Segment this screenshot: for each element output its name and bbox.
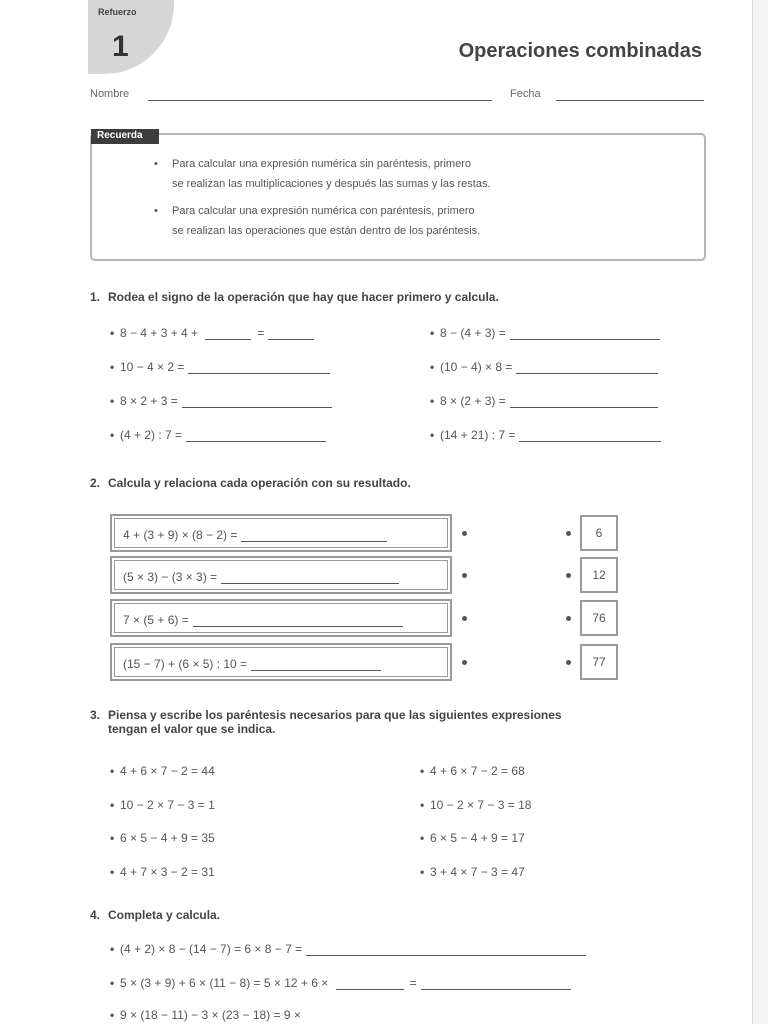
page-edge — [752, 0, 768, 1024]
operation-box — [110, 514, 452, 552]
date-label: Fecha — [510, 88, 541, 100]
operation-text: 7 × (5 + 6) = — [123, 613, 189, 627]
operation-text: 10 − 4 × 2 = — [120, 360, 185, 374]
expression-item[interactable] — [110, 798, 215, 818]
operation-item — [110, 976, 571, 996]
exercise-number: 4. — [90, 908, 101, 922]
expression-text: 4 + 6 × 7 − 2 = 44 — [120, 764, 215, 778]
recuerda-tag: Recuerda — [91, 129, 159, 144]
rule-line: se realizan las multiplicaciones y después las sumas y las restas. — [172, 178, 491, 190]
result-box: 12 — [580, 557, 618, 593]
result-box: 76 — [580, 600, 618, 636]
match-point[interactable] — [462, 531, 467, 536]
operation-text: 8 × 2 + 3 = — [120, 394, 178, 408]
recuerda-box — [90, 133, 706, 261]
operation-text: 8 × (2 + 3) = — [440, 394, 506, 408]
bullet-icon: • — [110, 360, 115, 374]
match-point[interactable] — [566, 531, 571, 536]
operation-item — [110, 326, 314, 346]
expression-text: 3 + 4 × 7 − 3 = 47 — [430, 865, 525, 879]
result-box: 77 — [580, 644, 618, 680]
equals-sign: = — [257, 326, 265, 340]
bullet-icon: • — [110, 798, 115, 812]
bullet-icon: • — [420, 764, 425, 778]
expression-item[interactable] — [420, 798, 531, 818]
answer-blank[interactable] — [241, 530, 387, 542]
answer-blank[interactable] — [251, 659, 381, 671]
bullet-icon: • — [110, 831, 115, 845]
expression-text: 6 × 5 − 4 + 9 = 17 — [430, 831, 525, 845]
operation-text: (4 + 2) × 8 − (14 − 7) = 6 × 8 − 7 = — [120, 942, 303, 956]
rule-line: Para calcular una expresión numérica sin paréntesis, primero — [172, 158, 471, 170]
rule-line: se realizan las operaciones que están dentro de los paréntesis. — [172, 225, 481, 237]
exercise-instruction: Completa y calcula. — [108, 908, 221, 922]
operation-item — [430, 394, 658, 414]
answer-blank[interactable] — [510, 328, 660, 340]
operation-box — [110, 643, 452, 681]
answer-blank[interactable] — [221, 572, 399, 584]
date-field[interactable] — [556, 100, 704, 101]
refuerzo-label: Refuerzo — [98, 7, 137, 17]
exercise-instruction: Piensa y escribe los paréntesis necesarios para que las siguientes expresiones — [108, 708, 562, 722]
match-point[interactable] — [566, 616, 571, 621]
operation-text: (15 − 7) + (6 × 5) : 10 = — [123, 657, 248, 671]
exercise-2-heading — [90, 476, 411, 490]
result-box: 6 — [580, 515, 618, 551]
operation-text: (10 − 4) × 8 = — [440, 360, 513, 374]
rule-item — [154, 154, 491, 194]
exercise-number: 1. — [90, 290, 101, 304]
bullet-icon: • — [430, 326, 435, 340]
operation-text: 9 × (18 − 11) − 3 × (23 − 18) = 9 × — [120, 1008, 301, 1022]
answer-blank[interactable] — [516, 362, 658, 374]
answer-blank[interactable] — [510, 396, 658, 408]
operation-text: (14 + 21) : 7 = — [440, 428, 516, 442]
match-point[interactable] — [566, 573, 571, 578]
bullet-icon: • — [110, 764, 115, 778]
match-point[interactable] — [462, 573, 467, 578]
expression-item[interactable] — [110, 831, 215, 851]
rule-line: Para calcular una expresión numérica con paréntesis, primero — [172, 205, 475, 217]
operation-item — [430, 428, 661, 448]
exercise-number: 2. — [90, 476, 101, 490]
expression-text: 6 × 5 − 4 + 9 = 35 — [120, 831, 215, 845]
operation-text: 8 − (4 + 3) = — [440, 326, 506, 340]
answer-blank[interactable] — [188, 362, 330, 374]
match-point[interactable] — [462, 660, 467, 665]
exercise-instruction: tengan el valor que se indica. — [108, 722, 276, 736]
name-label: Nombre — [90, 88, 130, 100]
operation-text: 5 × (3 + 9) + 6 × (11 − 8) = 5 × 12 + 6 × — [120, 976, 332, 990]
operation-box — [110, 556, 452, 594]
operation-item — [110, 1008, 301, 1024]
expression-item[interactable] — [110, 764, 215, 784]
bullet-icon: • — [110, 942, 115, 956]
operation-text: (4 + 2) : 7 = — [120, 428, 183, 442]
bullet-icon: • — [430, 428, 435, 442]
bullet-icon: • — [110, 428, 115, 442]
answer-blank[interactable] — [193, 615, 403, 627]
exercise-instruction: Rodea el signo de la operación que hay que hacer primero y calcula. — [108, 290, 499, 304]
name-date-row — [90, 86, 704, 104]
bullet-icon: • — [110, 865, 115, 879]
bullet-icon: • — [110, 394, 115, 408]
expression-text: 4 + 7 × 3 − 2 = 31 — [120, 865, 215, 879]
bullet-icon: • — [110, 1008, 115, 1022]
expression-text: 4 + 6 × 7 − 2 = 68 — [430, 764, 525, 778]
operation-text: 8 − 4 + 3 + 4 + — [120, 326, 202, 340]
operation-text: 4 + (3 + 9) × (8 − 2) = — [123, 528, 238, 542]
exercise-instruction: Calcula y relaciona cada operación con su resultado. — [108, 476, 411, 490]
operation-item — [430, 360, 658, 380]
bullet-icon: • — [420, 831, 425, 845]
answer-blank[interactable] — [519, 430, 661, 442]
operation-item — [110, 942, 586, 962]
bullet-icon: • — [420, 865, 425, 879]
match-point[interactable] — [462, 616, 467, 621]
expression-item[interactable] — [420, 764, 525, 784]
answer-blank[interactable] — [186, 430, 326, 442]
page-title: Operaciones combinadas — [458, 40, 702, 62]
expression-item[interactable] — [420, 831, 525, 851]
rule-item — [154, 201, 480, 241]
operation-item — [110, 428, 326, 448]
exercise-4-heading — [90, 908, 220, 922]
name-field[interactable] — [148, 100, 492, 101]
match-point[interactable] — [566, 660, 571, 665]
bullet-icon: • — [420, 798, 425, 812]
operation-item — [110, 394, 332, 414]
exercise-3-heading — [90, 708, 562, 736]
expression-item[interactable] — [420, 865, 525, 885]
answer-blank[interactable] — [182, 396, 332, 408]
operation-box — [110, 599, 452, 637]
bullet-icon: • — [430, 394, 435, 408]
bullet-icon: • — [154, 205, 158, 217]
exercise-1-heading — [90, 290, 499, 304]
answer-blank[interactable] — [421, 978, 571, 990]
operation-item — [110, 360, 330, 380]
equals-sign: = — [409, 976, 417, 990]
unit-number: 1 — [112, 30, 129, 63]
expression-item[interactable] — [110, 865, 215, 885]
bullet-icon: • — [110, 976, 115, 990]
expression-text: 10 − 2 × 7 − 3 = 18 — [430, 798, 532, 812]
answer-blank[interactable] — [306, 944, 586, 956]
operation-item — [430, 326, 660, 346]
expression-text: 10 − 2 × 7 − 3 = 1 — [120, 798, 215, 812]
bullet-icon: • — [430, 360, 435, 374]
bullet-icon: • — [110, 326, 115, 340]
operation-text: (5 × 3) − (3 × 3) = — [123, 570, 218, 584]
exercise-number: 3. — [90, 708, 101, 722]
answer-blank[interactable] — [268, 328, 314, 340]
answer-blank[interactable] — [205, 328, 251, 340]
bullet-icon: • — [154, 158, 158, 170]
answer-blank[interactable] — [336, 978, 404, 990]
